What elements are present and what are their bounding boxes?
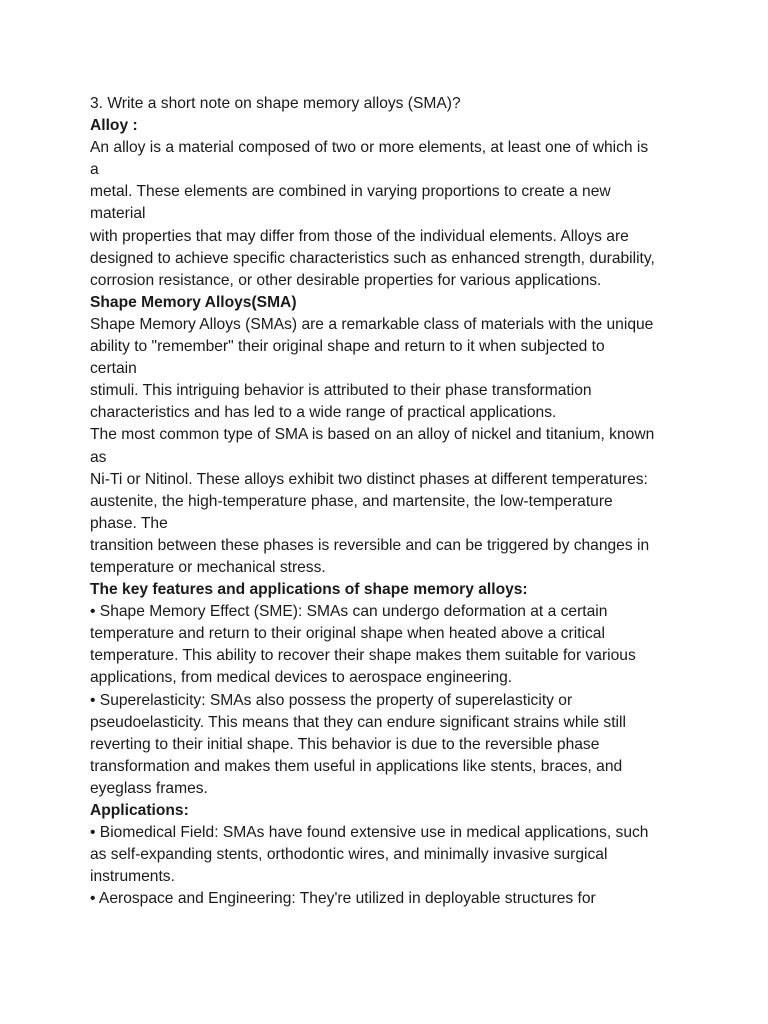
paragraph-line: Shape Memory Alloys (SMAs) are a remarkable class of materials with the unique	[90, 315, 654, 333]
alloy-heading: Alloy :	[90, 117, 138, 135]
paragraph-line: temperature or mechanical stress.	[90, 558, 326, 576]
paragraph-line: certain	[90, 360, 137, 378]
paragraph-line: as	[90, 448, 107, 466]
key-features-heading: The key features and applications of shape memory alloys:	[90, 581, 528, 599]
bullet-line: • Biomedical Field: SMAs have found extensive use in medical applications, such	[90, 824, 649, 842]
paragraph-line: Ni-Ti or Nitinol. These alloys exhibit two distinct phases at different temperatures:	[90, 470, 648, 488]
bullet-line: • Aerospace and Engineering: They're utilized in deployable structures for	[90, 890, 596, 908]
paragraph-line: corrosion resistance, or other desirable properties for various applications.	[90, 271, 602, 289]
paragraph-line: austenite, the high-temperature phase, and martensite, the low-temperature	[90, 492, 613, 510]
paragraph-line: An alloy is a material composed of two or more elements, at least one of which is	[90, 139, 649, 157]
paragraph-line: designed to achieve specific characteristics such as enhanced strength, durability,	[90, 249, 655, 267]
paragraph-line: temperature and return to their original shape when heated above a critical	[90, 625, 605, 643]
applications-heading: Applications:	[90, 802, 189, 819]
paragraph-line: pseudoelasticity. This means that they can endure significant strains while still	[90, 713, 626, 731]
paragraph-line: characteristics and has led to a wide range of practical applications.	[90, 404, 557, 422]
paragraph-line: reverting to their initial shape. This behavior is due to the reversible phase	[90, 735, 600, 753]
paragraph-line: material	[90, 205, 146, 223]
paragraph-line: instruments.	[90, 868, 175, 886]
paragraph-line: ability to "remember" their original shape and return to it when subjected to	[90, 338, 605, 356]
bullet-line: • Superelasticity: SMAs also possess the property of superelasticity or	[90, 691, 573, 709]
question-heading: 3. Write a short note on shape memory alloys (SMA)?	[90, 95, 461, 112]
paragraph-line: applications, from medical devices to aerospace engineering.	[90, 669, 513, 687]
paragraph-line: as self-expanding stents, orthodontic wires, and minimally invasive surgical	[90, 846, 608, 864]
sma-heading: Shape Memory Alloys(SMA)	[90, 293, 297, 311]
paragraph-line: The most common type of SMA is based on an alloy of nickel and titanium, known	[90, 426, 655, 444]
paragraph-line: a	[90, 161, 99, 179]
paragraph-line: stimuli. This intriguing behavior is attributed to their phase transformation	[90, 382, 592, 400]
paragraph-line: metal. These elements are combined in varying proportions to create a new	[90, 183, 611, 201]
paragraph-line: with properties that may differ from those of the individual elements. Alloys are	[90, 227, 629, 245]
paragraph-line: phase. The	[90, 514, 168, 532]
paragraph-line: transformation and makes them useful in applications like stents, braces, and	[90, 757, 623, 775]
bullet-line: • Shape Memory Effect (SME): SMAs can undergo deformation at a certain	[90, 603, 608, 621]
paragraph-line: transition between these phases is reversible and can be triggered by changes in	[90, 536, 650, 554]
paragraph-line: eyeglass frames.	[90, 779, 208, 797]
document-body	[90, 93, 690, 910]
paragraph-line: temperature. This ability to recover their shape makes them suitable for various	[90, 647, 636, 665]
